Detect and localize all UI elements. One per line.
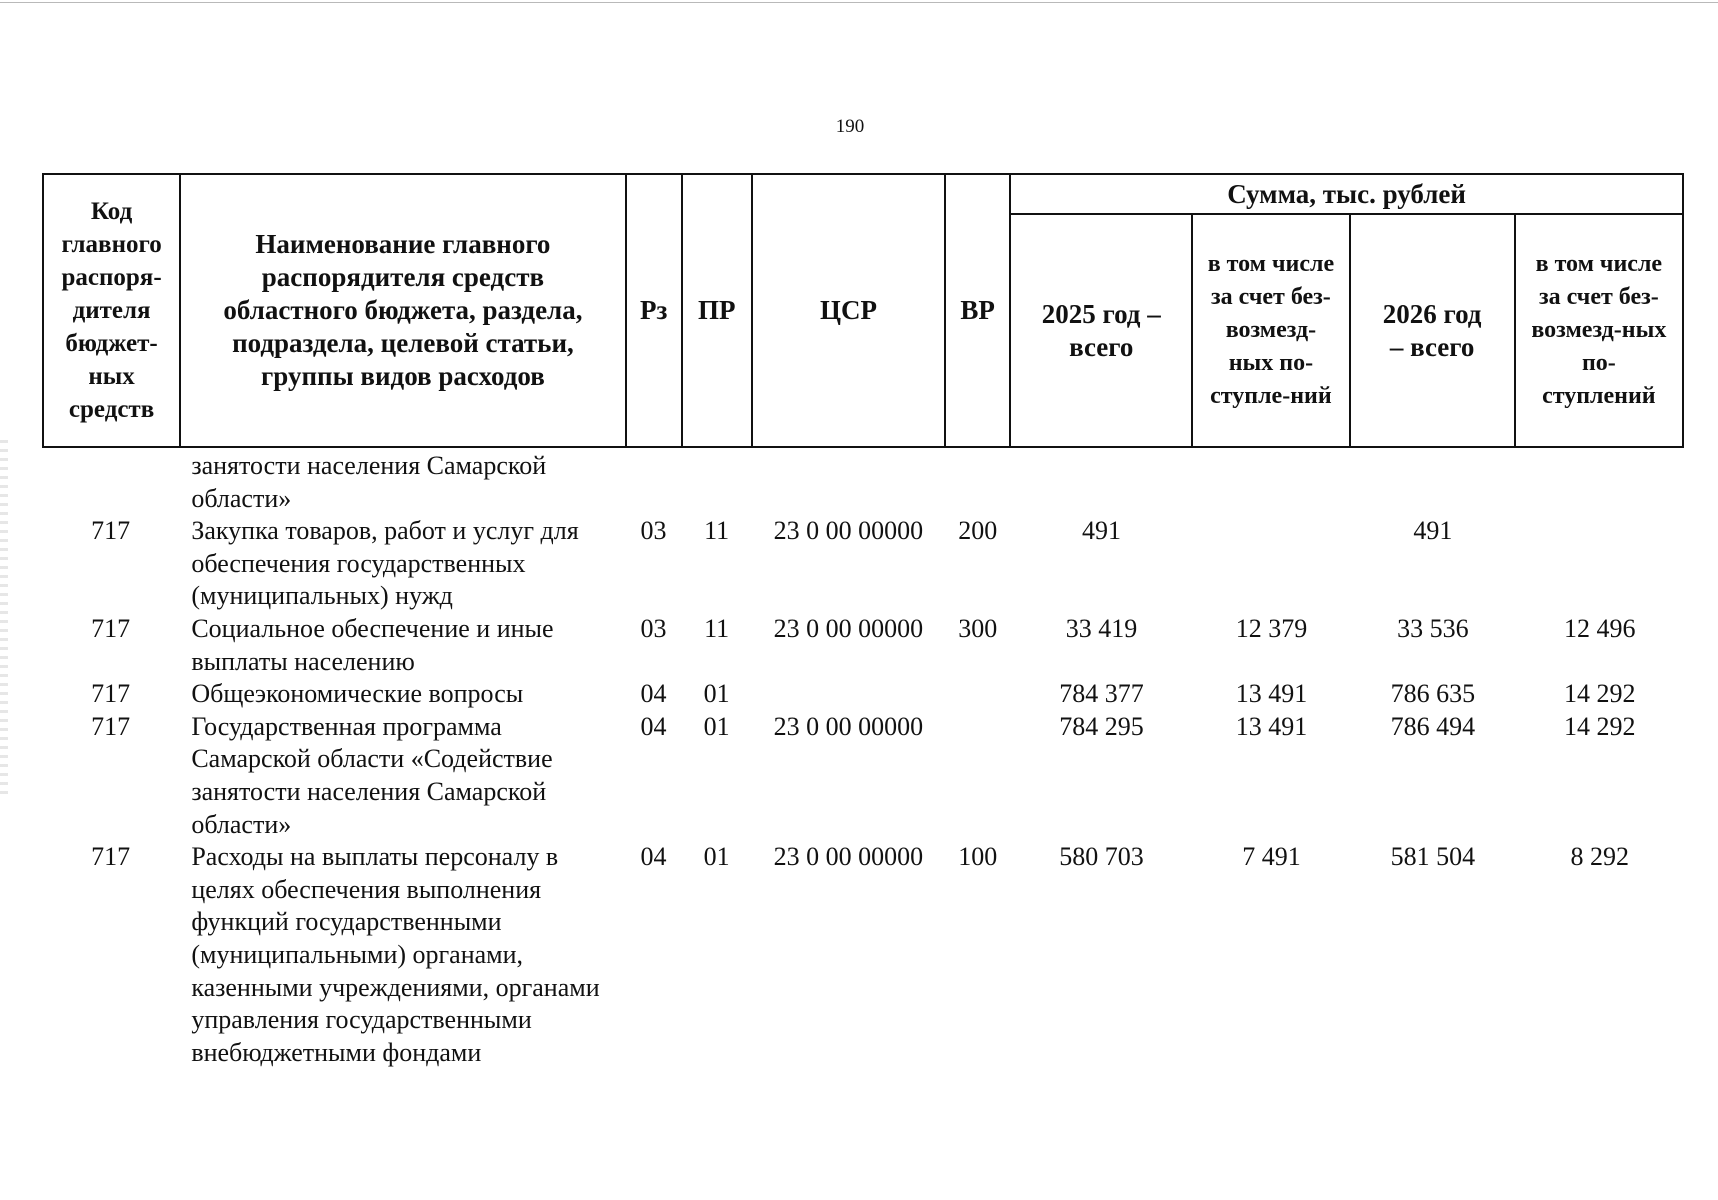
table-row [42,678,1684,711]
cell-name: Государственная программа Самарской области «Содействие занятости населения Самарской области» [191,711,553,839]
cell-pr: 11 [704,613,730,643]
budget-table-header [42,173,1684,448]
cell-rz: 04 [640,842,667,872]
header-csr: ЦСР [752,174,945,447]
cell-name: Закупка товаров, работ и услуг для обеспечения государственных (муниципальных) нужд [191,516,579,611]
cell-free-2026: 12 496 [1564,613,1636,643]
scan-edge-artifact [0,440,8,800]
header-2025-total: 2025 год – всего [1010,214,1192,447]
cell-free-2025: 7 491 [1242,842,1301,872]
cell-sum-2025: 784 377 [1059,679,1144,709]
cell-vr: 100 [958,842,998,872]
header-sum-group: Сумма, тыс. рублей [1010,174,1683,214]
cell-csr [752,678,945,711]
cell-pr: 01 [703,679,730,709]
cell-csr: 23 0 00 00000 [773,613,924,643]
cell-rz: 03 [640,516,667,546]
header-rz: Рз [626,174,682,447]
cell-code: 717 [91,613,131,643]
cell-free-2025: 12 379 [1235,613,1308,643]
page-top-border [0,2,1718,3]
cell-sum-2025: 491 [1082,516,1122,546]
cell-free-2026 [1516,515,1684,613]
cell-sum-2025: 33 419 [1065,613,1138,643]
cell-name: Социальное обеспечение и иные выплаты населению [191,613,554,676]
cell-sum-2026: 491 [1413,516,1453,546]
budget-table-body [42,450,1684,1069]
cell-rz: 04 [640,679,667,709]
cell-pr: 11 [704,516,730,546]
cell-name: Общеэкономические вопросы [191,679,524,709]
cell-code: 717 [91,842,131,872]
cell-sum-2026: 786 494 [1390,711,1476,741]
table-row [42,613,1684,678]
cell-code: 717 [91,711,131,741]
cell-sum-2026: 33 536 [1397,613,1469,643]
cell-name: Расходы на выплаты персоналу в целях обеспечения выполнения функций государственными (муниципальными) органами, казенными учреждениями, органами управления государственными внебюджетными фондами [191,842,600,1067]
header-2025-free: в том числе за счет без-возмезд-ных по-ступле-ний [1192,214,1349,447]
header-pr: ПР [682,174,752,447]
header-vr: ВР [945,174,1010,447]
cell-code: 717 [91,516,131,546]
header-code: Код главного распоря-дителя бюджет-ных средств [43,174,180,447]
cell-vr: 200 [958,516,998,546]
cell-csr: 23 0 00 00000 [773,516,924,546]
cell-free-2026: 14 292 [1564,679,1636,709]
header-2026-free: в том числе за счет без-возмезд-ных по-ступлений [1515,214,1683,447]
cell-sum-2025: 784 295 [1059,711,1144,741]
cell-vr [945,678,1010,711]
cell-vr [945,711,1010,841]
cell-free-2025: 13 491 [1235,679,1308,709]
cell-rz: 03 [640,613,667,643]
table-row-continuation [42,450,1684,515]
cell-code [42,450,179,515]
cell-csr: 23 0 00 00000 [773,842,924,872]
cell-pr: 01 [703,711,730,741]
cell-free-2025: 13 491 [1235,711,1308,741]
cell-free-2025 [1193,515,1350,613]
cell-pr: 01 [703,842,730,872]
table-row [42,711,1684,841]
header-name: Наименование главного распорядителя средств областного бюджета, раздела, подраздела, целевой статьи, группы видов расходов [180,174,626,447]
cell-vr: 300 [958,613,998,643]
cell-sum-2026: 786 635 [1390,679,1476,709]
cell-sum-2025: 580 703 [1059,842,1144,872]
cell-csr: 23 0 00 00000 [773,711,924,741]
page-number: 190 [835,116,865,137]
table-row [42,515,1684,613]
header-2026-total: 2026 год – всего [1350,214,1515,447]
table-row [42,841,1684,1069]
cell-free-2026: 8 292 [1570,842,1629,872]
cell-sum-2026: 581 504 [1390,842,1476,872]
cell-free-2026: 14 292 [1564,711,1636,741]
cell-code: 717 [91,679,131,709]
cell-name: занятости населения Самарской области» [191,451,547,513]
cell-rz: 04 [640,711,667,741]
